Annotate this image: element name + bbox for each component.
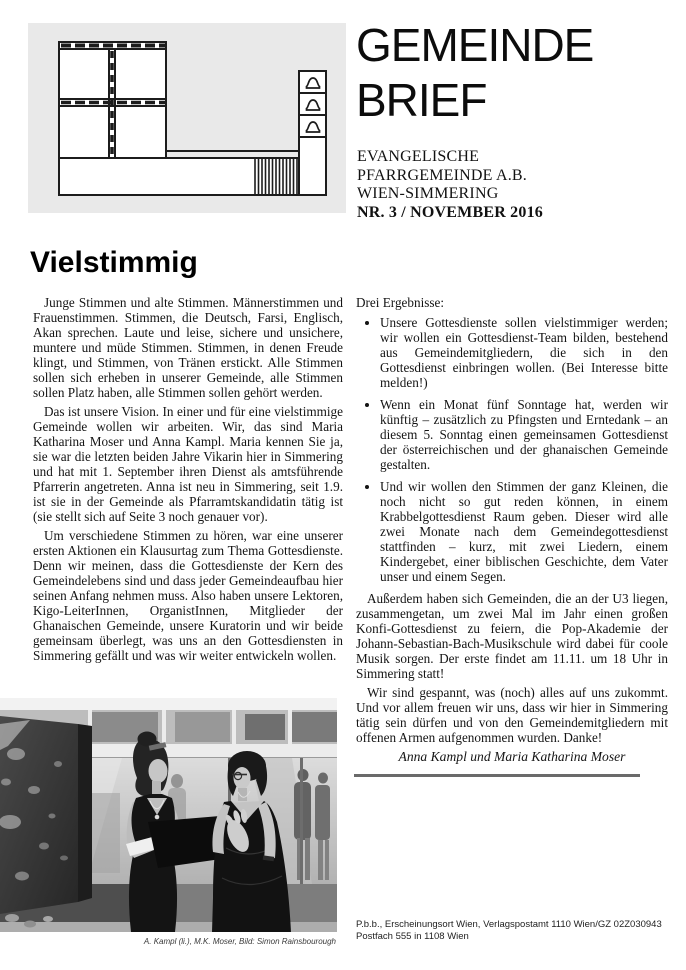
list-item-1: • Unsere Gottesdienste sollen vielstimmiger werden; wir wollen ein Gottesdienst-Team bilden, bestehend aus Gemeindemitgliedern, die sich in den Gottesdienst einbringen wollen. (Bei Interesse bitte melden!) xyxy=(380,315,668,390)
paragraph-3: Um verschiedene Stimmen zu hören, war eine unserer ersten Aktionen ein Klausurtag zum Thema Gottesdienste. Denn wir meinen, dass die Gottesdienste der Kern des Gemeindelebens sind und dass jeder Gemeindeaufbau hier seinen Anfang nehmen muss. Also haben unsere Lektoren, Kigo-LeiterInnen, OrganistInnen, Mitglieder der Ghanaischen Gemeinde, unsere Kuratorin und wir beide gemeinsam überlegt, was uns an den Gottesdiensten in Simmering gefällt und was wir weiter entwickeln wollen. xyxy=(33,528,343,663)
issue-number: NR. 3 / NOVEMBER 2016 xyxy=(357,203,543,221)
imprint-line-2: Postfach 555 in 1108 Wien xyxy=(356,930,469,942)
article-headline: Vielstimmig xyxy=(30,246,198,279)
left-column xyxy=(33,295,343,697)
church-building-icon xyxy=(57,39,329,201)
paragraph-4: Außerdem haben sich Gemeinden, die an der U3 liegen, zusammengetan, um zwei Mal im Jahr einen großen Konfi-Gottesdienst zu feiern, die Pop-Akademie der Johann-Sebastian-Bach-Musikschule wird dabei für coole Musik sorgen. Der erste findet am 11.11. um 18 Uhr in Simmering statt! xyxy=(356,591,668,681)
right-column xyxy=(356,295,668,777)
imprint-line-1: P.b.b., Erscheinungsort Wien, Verlagspostamt 1110 Wien/GZ 02Z030943 xyxy=(356,919,662,930)
results-list xyxy=(356,315,668,584)
org-line-3: WIEN-SIMMERING xyxy=(357,185,499,202)
org-line-1: EVANGELISCHE xyxy=(357,148,480,165)
imprint xyxy=(356,919,662,942)
article-photo xyxy=(0,698,337,932)
divider-rule xyxy=(354,774,640,777)
title-line-2: BRIEF xyxy=(356,74,487,126)
newsletter-title xyxy=(356,18,593,128)
photo-caption: A. Kampl (li.), M.K. Moser, Bild: Simon Rainsbourough xyxy=(143,937,336,946)
results-intro: Drei Ergebnisse: xyxy=(356,295,445,310)
paragraph-2: Das ist unsere Vision. In einer und für eine vielstimmige Gemeinde wollen wir arbeiten. Wir, das sind Maria Katharina Moser und Anna Kampl. Maria kennen Sie ja, sie war die letzten beiden Jahre Vikarin hier in Simmering und hat mit 1. September ihren Dienst als amtsführende Pfarrerin angetreten. Anna ist neu in Simmering, seit 1.9. ist sie in der Gemeinde als Pfarramtskandidatin tätig ist (sie stellt sich auf Seite 3 noch genauer vor). xyxy=(33,404,343,524)
parish-name-block xyxy=(357,148,543,222)
photo-two-women-talking xyxy=(0,698,337,932)
paragraph-5: Wir sind gespannt, was (noch) alles auf uns zukommt. Und vor allem freuen wir uns, dass wir hier in Simmering tätig sein dürfen und von den Gemeindemitgliedern mit offenen Armen aufgenommen wurden. Danke! xyxy=(356,685,668,745)
title-line-1: GEMEINDE xyxy=(356,19,594,71)
signature: Anna Kampl und Maria Katharina Moser xyxy=(398,749,626,764)
list-item-3: • Und wir wollen den Stimmen der ganz Kleinen, die noch nicht so gut reden können, in einem Krabbelgottesdienst Raum geben. Dieser wird alle zwei Monate nach dem Gemeindegottesdienst stattfinden – kurz, mit zwei Liedern, einem Kindergebet, einer biblischen Geschichte, dem Vater unser und einem Segen. xyxy=(380,479,668,584)
paragraph-1: Junge Stimmen und alte Stimmen. Männerstimmen und Frauenstimmen. Stimmen, die Deutsch, Farsi, Englisch, Akan sprechen. Laute und leise, sichere und unsichere, muntere und müde Stimmen. Stimmen, in denen Freude klingt, und Stimmen, von Tränen erstickt. Alle Stimmen sollen sich erheben in unserer Gemeinde, alle Stimmen sollen Platz haben, alle Stimmen sollen gehört werden. xyxy=(33,295,343,400)
org-line-2: PFARRGEMEINDE A.B. xyxy=(357,166,527,184)
masthead-logo-box xyxy=(28,23,346,213)
list-item-2: • Wenn ein Monat fünf Sonntage hat, werden wir künftig – zusätzlich zu Pfingsten und Erntedank – an diesem 5. Sonntag einen gemeinsamen Gottesdienst der österreichischen und der ghanaischen Gemeinde gestalten. xyxy=(380,397,668,472)
